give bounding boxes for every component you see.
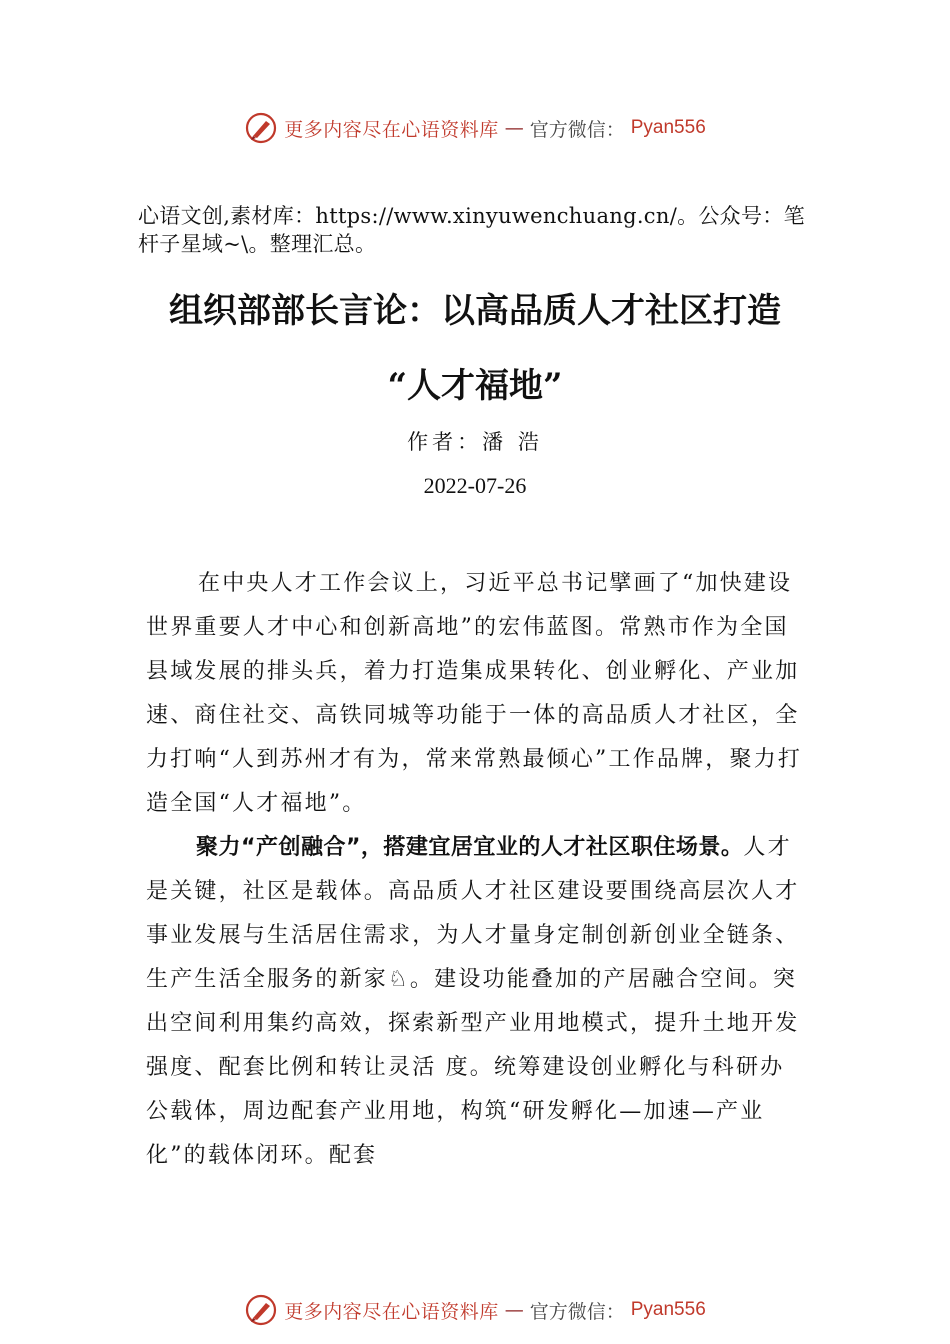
pen-nib-logo-icon bbox=[244, 1293, 278, 1327]
article-title-line2: “人才福地” bbox=[387, 366, 563, 406]
banner-slogan: 更多内容尽在心语资料库 bbox=[284, 1300, 499, 1323]
article-author: 作者：潘 浩 bbox=[407, 430, 543, 454]
paragraph-intro: 在中央人才工作会议上，习近平总书记擘画了“加快建设世界重要人才中心和创新高地”的宏伟蓝图。常熟市作为全国县域发展的排头兵，着力打造集成果转化、创业孵化、产业加速、商住社交、高铁同城等功能于一体的高品质人才社区，全力打响“人到苏州才有为，常来常熟最倾心”工作品牌，聚力打造全国“人才福地”。 bbox=[146, 571, 803, 816]
paragraph-section bbox=[146, 826, 806, 1178]
header-banner bbox=[0, 108, 950, 148]
article-date: 2022-07-26 bbox=[423, 473, 527, 498]
banner-label: 官方微信： bbox=[529, 118, 625, 141]
article-title-line1: 组织部部长言论：以高品质人才社区打造 bbox=[169, 291, 781, 331]
banner-wechat-id: Pyan556 bbox=[630, 117, 706, 138]
section-heading: 聚力“产创融合”，搭建宜居宜业的人才社区职住场景。 bbox=[196, 835, 744, 860]
article-body bbox=[146, 562, 806, 1178]
section-paragraph: 人才是关键，社区是载体。高品质人才社区建设要围绕高层次人才事业发展与生活居住需求，为人才量身定制创新创业全链条、生产生活全服务的新家♘。建设功能叠加的产居融合空间。突出空间利用集约高效，探索新型产业用地模式，提升土地开发强度、配套比例和转让灵活 度。统筹建设创业孵化与科研办公载体，周边配套产业用地，构筑“研发孵化—加速—产业化”的载体闭环。配套 bbox=[146, 835, 800, 1168]
banner-label: 官方微信： bbox=[529, 1300, 625, 1323]
source-note: 心语文创,素材库：https://www.xinyuwenchuang.cn/。公众号：笔杆子星域~\。整理汇总。 bbox=[138, 204, 805, 256]
banner-wechat-id: Pyan556 bbox=[630, 1299, 706, 1320]
banner-separator: — bbox=[504, 117, 524, 139]
banner-separator: — bbox=[504, 1299, 524, 1321]
banner-slogan: 更多内容尽在心语资料库 bbox=[284, 118, 499, 141]
footer-banner bbox=[0, 1290, 950, 1330]
pen-nib-logo-icon bbox=[244, 111, 278, 145]
